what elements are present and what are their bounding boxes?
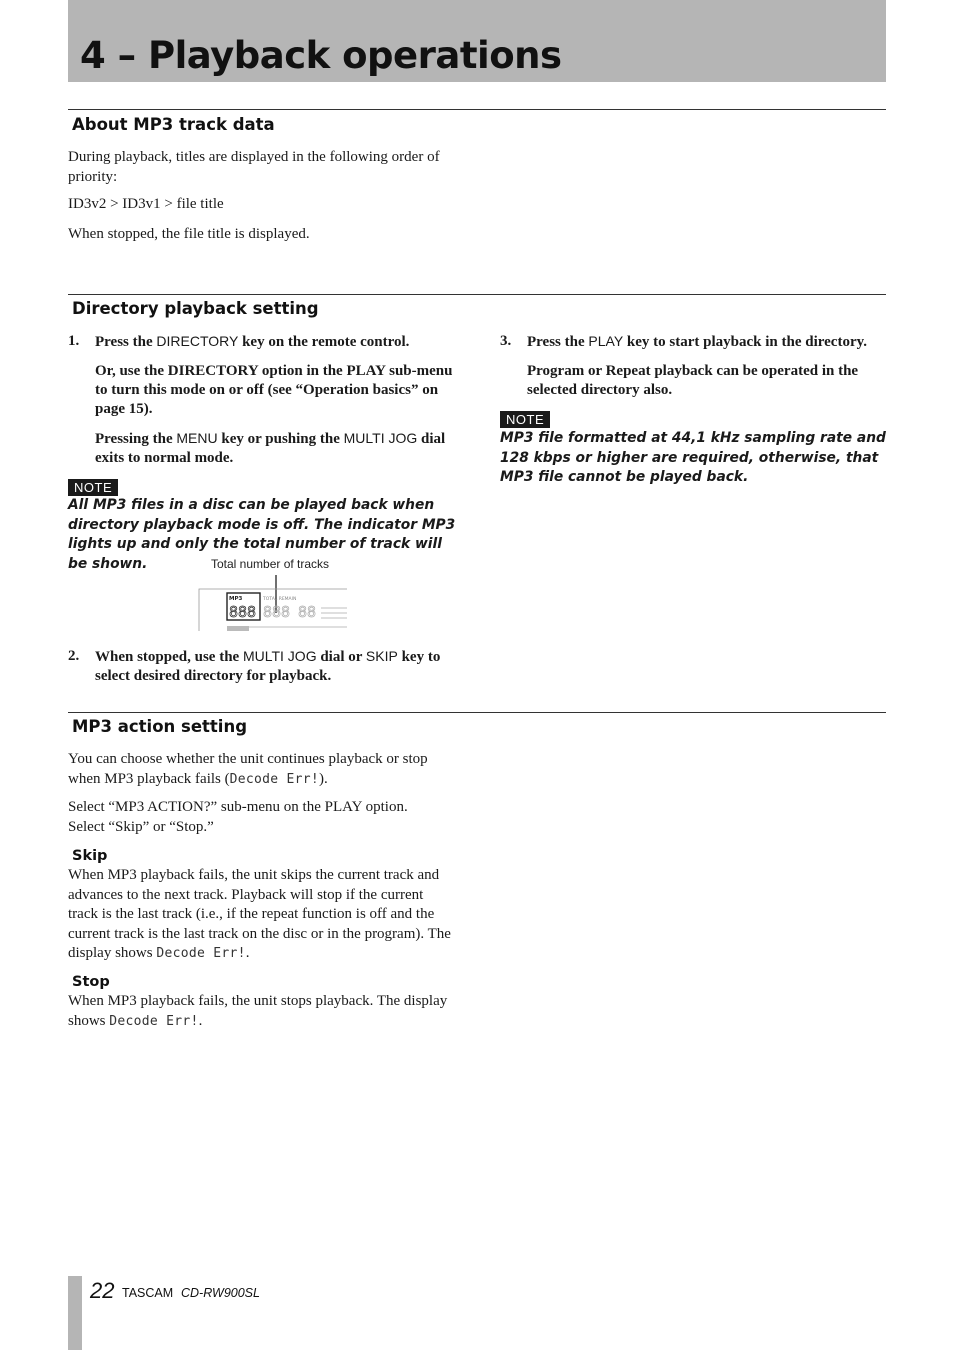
key-label: DIRECTORY [156, 333, 239, 349]
step-text: Program or Repeat playback can be operated in the selected directory also. [527, 363, 859, 398]
page-number: 22 [90, 1278, 115, 1303]
step-number: 1. [68, 333, 80, 349]
lcd-digits: 888 [229, 603, 257, 621]
lcd-text: Decode Err! [229, 771, 320, 787]
section-heading-about-mp3: About MP3 track data [72, 115, 275, 134]
paragraph: You can choose whether the unit continues playback or stop when MP3 playback fails (Decode Err!). [68, 751, 428, 787]
figure-caption: Total number of tracks [211, 557, 330, 571]
key-label: MULTI JOG [242, 648, 317, 664]
section-heading-mp3-action: MP3 action setting [72, 717, 248, 736]
paragraph: When MP3 playback fails, the unit skips the current track and advances to the next track. Playback will stop if the current track is the last track (i.e., if the repeat function is off and the current track is the last track on the disc or in the program). The display shows Decode Err!. [68, 867, 451, 961]
chapter-header-bar [68, 0, 886, 82]
step-3 [500, 332, 888, 400]
footer-bar [68, 1276, 82, 1350]
lcd-mp3-indicator: MP3 [229, 596, 243, 602]
paragraph: Select “MP3 ACTION?” sub-menu on the PLAY option. Select “Skip” or “Stop.” [68, 799, 408, 835]
paragraph: When MP3 playback fails, the unit stops playback. The display shows Decode Err!. [68, 993, 448, 1029]
lcd-text: Decode Err! [109, 1013, 199, 1029]
lcd-text: Decode Err! [156, 946, 246, 961]
step-1 [68, 332, 458, 468]
key-label: PLAY [588, 333, 624, 349]
paragraph: When stopped, the file title is displayed. [68, 226, 310, 242]
step-text: Press the DIRECTORY key on the remote control. [95, 333, 410, 350]
step-2 [68, 647, 458, 686]
step-text: Or, use the DIRECTORY option in the PLAY sub-menu to turn this mode on or off (see “Operation basics” on page 15). [95, 363, 453, 417]
lcd-digits: 888 [263, 603, 291, 621]
subheading-stop: Stop [72, 974, 110, 990]
step-number: 3. [500, 333, 512, 349]
footer-model: CD-RW900SL [181, 1286, 260, 1300]
step-number: 2. [68, 648, 80, 664]
lcd-total-indicator: TOTAL REMAIN [263, 597, 297, 602]
paragraph: During playback, titles are displayed in the following order of priority: [68, 149, 440, 185]
chapter-title: 4 – Playback operations [80, 34, 562, 77]
step-text: Press the PLAY key to start playback in the directory. [527, 333, 868, 350]
section-divider [68, 712, 886, 713]
paragraph: ID3v2 > ID3v1 > file title [68, 196, 224, 212]
step-text: Pressing the MENU key or pushing the MULTI JOG dial exits to normal mode. [95, 430, 446, 466]
lcd-display-illustration [197, 573, 349, 633]
lcd-digits: 88 [298, 603, 317, 621]
note-badge: NOTE [68, 479, 118, 496]
note-text: MP3 file formatted at 44,1 kHz sampling rate and 128 kbps or higher are required, otherwise, that MP3 file cannot be played back. [500, 430, 886, 485]
section-divider [68, 109, 886, 110]
section-heading-directory: Directory playback setting [72, 299, 319, 318]
key-label: MULTI JOG [343, 430, 418, 446]
subheading-skip: Skip [72, 848, 108, 864]
step-text: When stopped, use the MULTI JOG dial or SKIP key to select desired directory for playback. [95, 648, 441, 684]
key-label: MENU [176, 430, 218, 446]
footer-brand: TASCAM [122, 1286, 174, 1300]
section-divider [68, 294, 886, 295]
note-badge: NOTE [500, 411, 550, 428]
note-text: All MP3 files in a disc can be played back when directory playback mode is off. The indicator MP3 lights up and only the total number of track will be shown. [68, 497, 456, 572]
key-label: SKIP [365, 648, 398, 664]
